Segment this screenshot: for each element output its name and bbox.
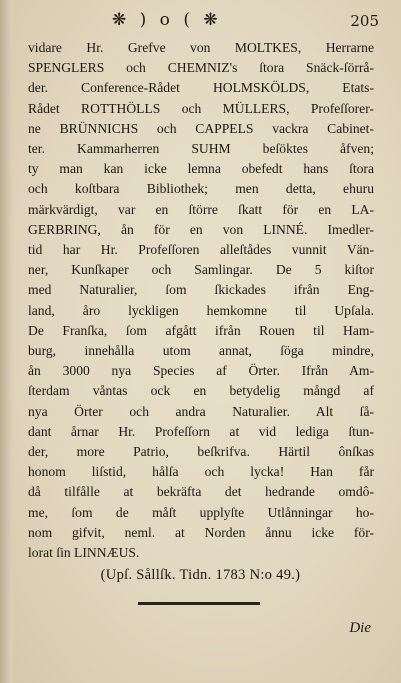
text-line: GERBRING, ån för en von LINNÉ. Imedler-: [28, 221, 374, 237]
text-line: och koſtbara Bibliothek; men detta, ehuru: [28, 181, 374, 197]
text-line: SPENGLERS och CHEMNIZ's ſtora Snäck-ſörrå-: [28, 60, 374, 76]
text-line: med Naturalier, ſom ſkickades ifrån Eng-: [28, 282, 374, 298]
page-header: [0, 8, 401, 34]
horizontal-rule: [138, 602, 260, 605]
text-line: ner, Kunſkaper och Samlingar. De 5 kiſtor: [28, 262, 374, 278]
text-line: nom gifvit, neml. at Norden ånnu icke för-: [28, 524, 374, 540]
header-ornament: ❋ ) o ( ❋: [112, 10, 222, 30]
text-line: land, åro lyckligen hemkomne til Upſala.: [28, 302, 374, 318]
text-line: lorat ſin LINNÆUS.: [28, 545, 140, 561]
text-line: ſterdam våntas ock en betydelig mångd af: [28, 383, 374, 399]
text-line: ter. Kammarherren SUHM beſöktes åfven;: [28, 141, 374, 157]
text-line: ne BRÜNNICHS och CAPPELS vackra Cabinet-: [28, 120, 374, 136]
text-line: tid har Hr. Profeſſoren alleſtådes vunnit Vän-: [28, 242, 374, 258]
text-line: dant årnar Hr. Profeſſorn at vid lediga ſtun-: [28, 423, 374, 439]
body-text: [28, 38, 374, 563]
source-citation: (Upſ. Sållſk. Tidn. 1783 N:o 49.): [100, 567, 301, 583]
text-line: då tilfålle at bekräfta det hedrande omdô-: [28, 484, 374, 500]
text-line: De Franſka, ſom afgått ifrån Rouen til Ham-: [28, 322, 374, 338]
page-number: 205: [350, 12, 379, 30]
text-line: der. Conference-Rådet HOLMSKÖLDS, Etats-: [28, 80, 374, 96]
text-line: me, ſom de måſt upplyſte Utlånningar ho-: [28, 504, 374, 520]
text-line: vidare Hr. Grefve von MOLTKES, Herrarne: [28, 40, 374, 55]
text-line: nya Örter och andra Naturalier. Alt ſå-: [28, 403, 374, 419]
text-line: märkvärdigt, var en ſtörre ſkatt för en LA-: [28, 201, 374, 217]
text-line: der, more Patrio, beſkrifva. Härtil ônſkas: [28, 444, 374, 460]
text-line: honom liſstid, hålſa och lycka! Han får: [28, 464, 374, 480]
text-line: ty man kan icke lemna obefedt hans ſtora: [28, 161, 374, 177]
text-line: ån 3000 nya Species af Örter. Ifrån Am-: [28, 363, 374, 379]
text-line: Rådet ROTTHÖLLS och MÜLLERS, Profeſſorer-: [28, 100, 374, 116]
text-line: burg, innehålla utom annat, ſöga mindre,: [28, 343, 374, 359]
catchword: Die: [349, 620, 371, 636]
